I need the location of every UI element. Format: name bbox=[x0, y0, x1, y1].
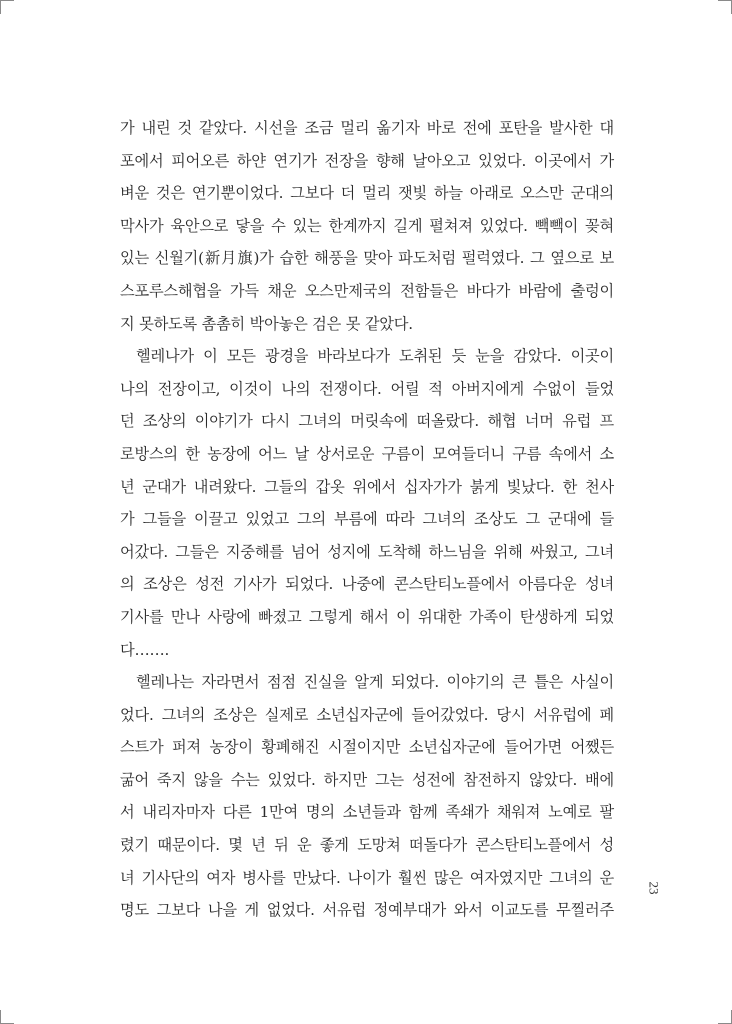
text-line: 스포루스해협을 가득 채운 오스만제국의 전함들은 바다가 바람에 출렁이 bbox=[120, 281, 614, 300]
text-line: 어갔다. 그들은 지중해를 넘어 성지에 도착해 하느님을 위해 싸웠고, 그녀 bbox=[120, 542, 614, 561]
text-line: 렸기 때문이다. 몇 년 뒤 운 좋게 도망쳐 떠돌다가 콘스탄티노플에서 성 bbox=[120, 836, 614, 855]
paragraph-1 bbox=[120, 112, 614, 340]
text-line: 기사를 만나 사랑에 빠졌고 그렇게 해서 이 위대한 가족이 탄생하게 되었 bbox=[120, 607, 614, 626]
text-line: 의 조상은 성전 기사가 되었다. 나중에 콘스탄티노플에서 아름다운 성녀 bbox=[120, 575, 614, 594]
text-line: 헬레나가 이 모든 광경을 바라보다가 도취된 듯 눈을 감았다. 이곳이 bbox=[136, 347, 614, 366]
crop-mark-top-left-v bbox=[0, 0, 1, 14]
crop-mark-top-left-h bbox=[0, 0, 14, 1]
text-line: 던 조상의 이야기가 다시 그녀의 머릿속에 떠올랐다. 해협 너머 유럽 프 bbox=[120, 412, 614, 431]
text-line: 가 그들을 이끌고 있었고 그의 부름에 따라 그녀의 조상도 그 군대에 들 bbox=[120, 510, 614, 529]
text-line: 벼운 것은 연기뿐이었다. 그보다 더 멀리 잿빛 하늘 아래로 오스만 군대의 bbox=[120, 184, 614, 203]
text-line: 굶어 죽지 않을 수는 있었다. 하지만 그는 성전에 참전하지 않았다. 배에 bbox=[120, 770, 614, 789]
text-line: 녀 기사단의 여자 병사를 만났다. 나이가 훨씬 많은 여자였지만 그녀의 운 bbox=[120, 868, 614, 887]
text-line: 막사가 육안으로 닿을 수 있는 한계까지 길게 펼쳐져 있었다. 빽빽이 꽂혀 bbox=[120, 216, 614, 235]
text-line: 로방스의 한 농장에 어느 날 상서로운 구름이 모여들더니 구름 속에서 소 bbox=[120, 444, 614, 463]
text-line: 년 군대가 내려왔다. 그들의 갑옷 위에서 십자가가 붉게 빛났다. 한 천사 bbox=[120, 477, 614, 496]
text-line: 가 내린 것 같았다. 시선을 조금 멀리 옮기자 바로 전에 포탄을 발사한 대 bbox=[120, 119, 614, 137]
text-line: 헬레나는 자라면서 점점 진실을 알게 되었다. 이야기의 큰 틀은 사실이 bbox=[136, 673, 614, 692]
text-line: 포에서 피어오른 하얀 연기가 전장을 향해 날아오고 있었다. 이곳에서 가 bbox=[120, 151, 614, 170]
crop-mark-bottom-left-v bbox=[0, 1010, 1, 1024]
crop-mark-top-right-h bbox=[718, 0, 732, 1]
text-line: 었다. 그녀의 조상은 실제로 소년십자군에 들어갔었다. 당시 서유럽에 페 bbox=[120, 705, 614, 724]
paragraph-2 bbox=[120, 340, 614, 666]
paragraph-3 bbox=[120, 666, 614, 927]
text-line: 지 못하도록 촘촘히 박아놓은 검은 못 같았다. bbox=[120, 314, 413, 333]
body-text bbox=[120, 112, 614, 927]
page-number: 23 bbox=[646, 881, 662, 895]
text-line: 명도 그보다 나을 게 없었다. 서유럽 정예부대가 와서 이교도를 무찔러주 bbox=[120, 901, 614, 920]
text-line: 있는 신월기(新月旗)가 습한 해풍을 맞아 파도처럼 펄럭였다. 그 옆으로 보 bbox=[120, 249, 614, 268]
text-line: 나의 전장이고, 이것이 나의 전쟁이다. 어릴 적 아버지에게 수없이 들었 bbox=[120, 379, 614, 398]
text-line: 스트가 퍼져 농장이 황폐해진 시절이지만 소년십자군에 들어가면 어쨌든 bbox=[120, 738, 614, 757]
text-line: 다……. bbox=[120, 640, 170, 659]
text-line: 서 내리자마자 다른 1만여 명의 소년들과 함께 족쇄가 채워져 노예로 팔 bbox=[120, 803, 614, 822]
